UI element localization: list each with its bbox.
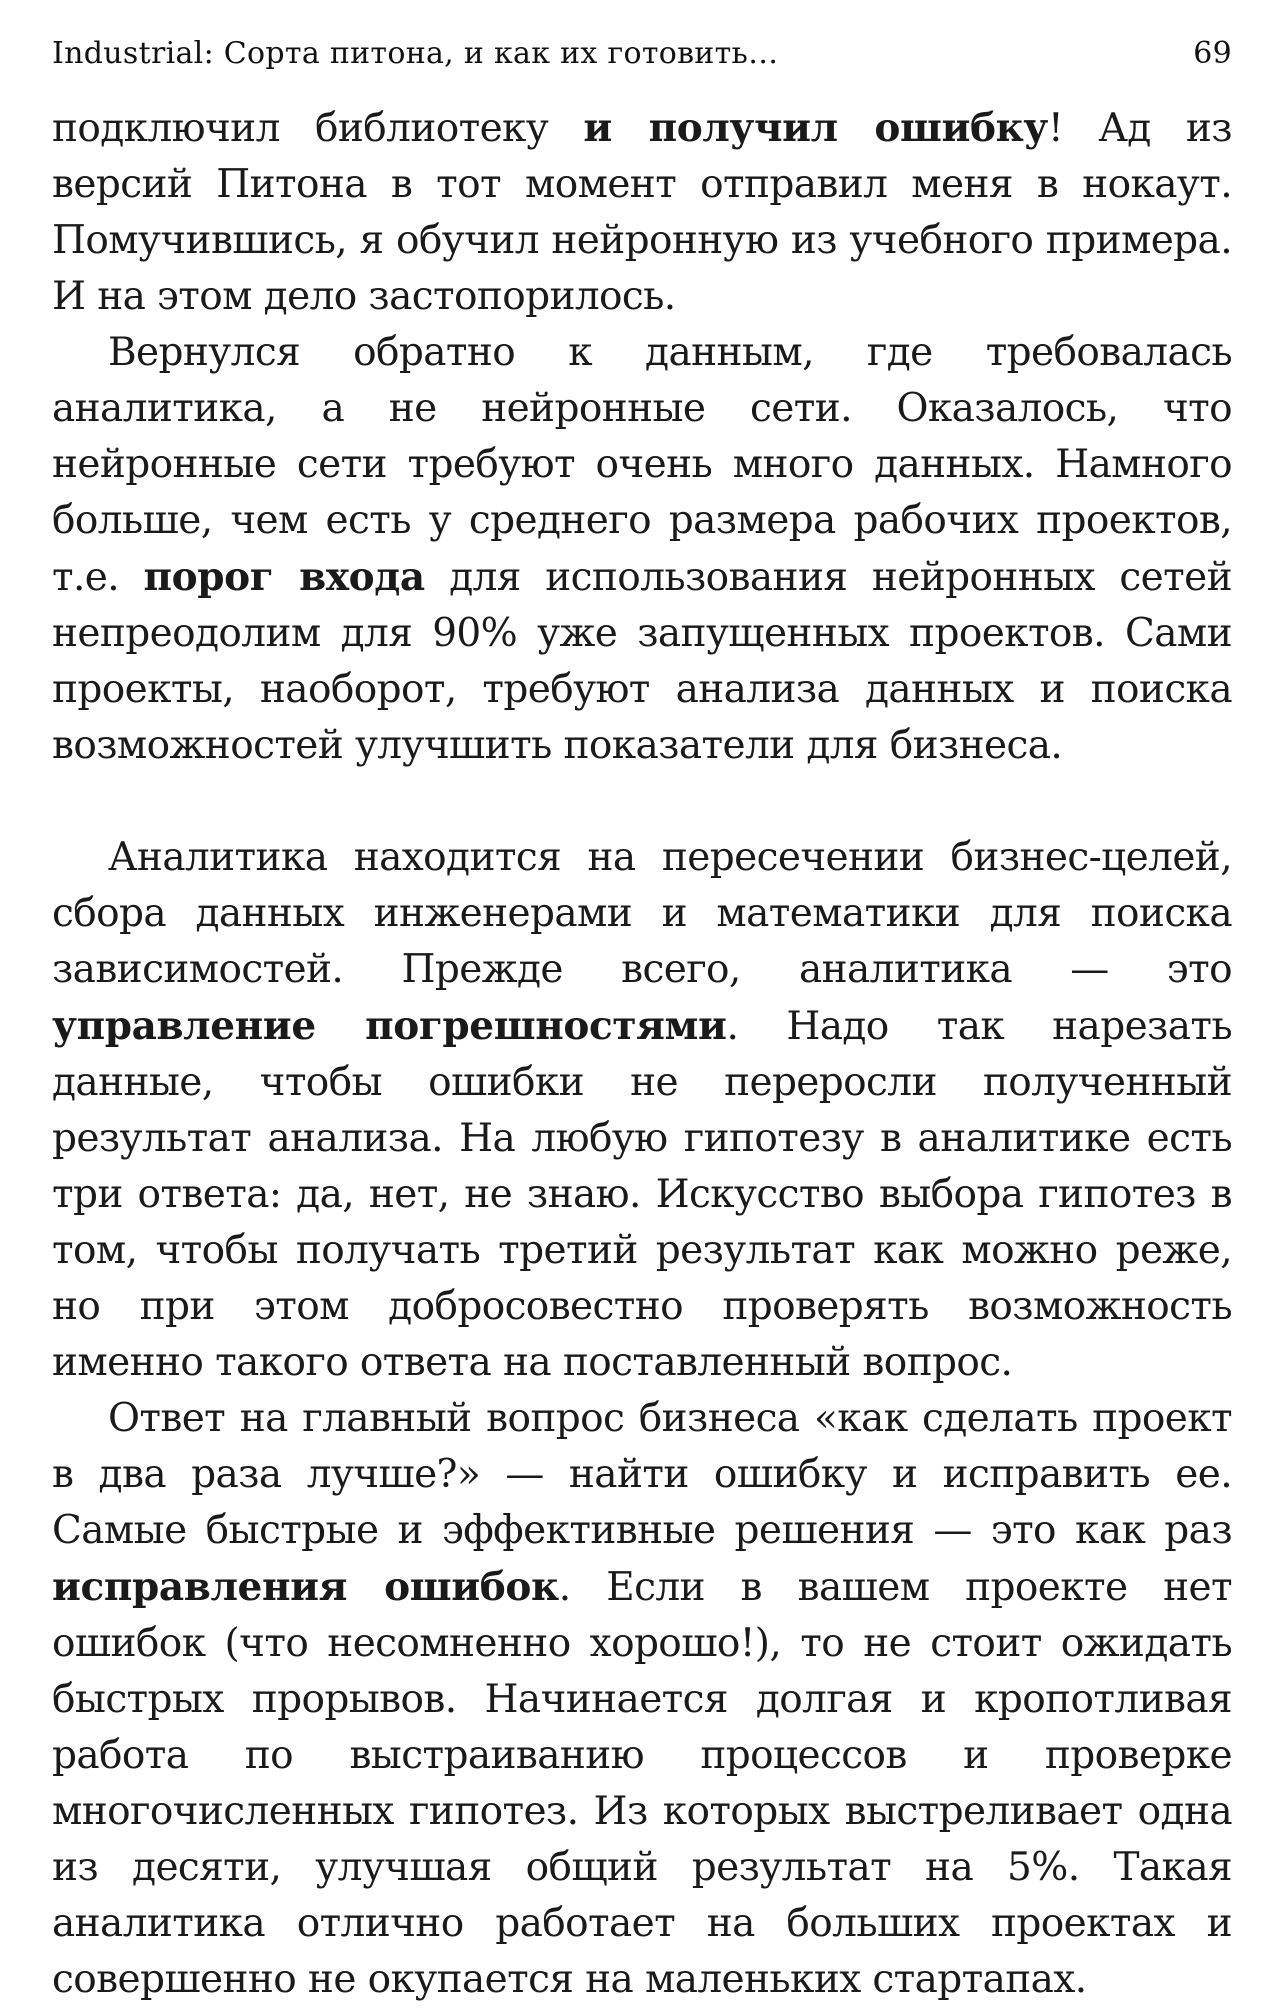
text-run: для использования нейронных сетей непреодолим для 90% уже запущенных проектов. Сами проекты, наоборот, требуют анализа данных и поиска возможностей улучшить показатели для бизнеса. <box>52 555 1232 768</box>
bold-phrase: порог входа <box>143 554 425 600</box>
text-run: ! Ад из версий Питона в тот момент отправил меня в нокаут. Помучившись, я обучил нейронную из учебного примера. И на этом дело застопорилось. <box>52 106 1232 319</box>
bold-phrase: исправления ошибок <box>52 1564 559 1610</box>
chapter-title: Industrial: Сорта питона, и как их готовить… <box>52 36 779 71</box>
text-run: Вернулся обратно к данным, где требовалась аналитика, а не нейронные сети. Оказалось, что нейронные сети требуют очень много данных. Намного больше, чем есть у среднего размера рабочих проектов, т.е. <box>52 330 1232 600</box>
text-run: . Если в вашем проекте нет ошибок (что несомненно хорошо!), то не стоит ожидать быстрых прорывов. Начинается долгая и кропотливая работа по выстраиванию процессов и проверке многочисленных гипотез. Из которых выстреливает одна из десяти, улучшая общий результат на 5%. Такая аналитика отлично работает на больших проектах и совершенно не окупается на маленьких стартапах. <box>52 1565 1232 2002</box>
text-run: Ответ на главный вопрос бизнеса «как сделать проект в два раза лучше?» — найти ошибку и исправить ее. Самые быстрые и эффективные решения — это как раз <box>52 1396 1232 1553</box>
bold-phrase: управление погрешностями <box>52 1003 727 1049</box>
text-run: подключил библиотеку <box>52 106 584 151</box>
running-header <box>52 30 1232 100</box>
page-number: 69 <box>1193 36 1232 71</box>
text-run: Аналитика находится на пересечении бизнес-целей, сбора данных инженерами и математики для поиска зависимостей. Прежде всего, аналитика — это <box>52 835 1232 992</box>
paragraph <box>52 830 1232 1391</box>
text-run: . Надо так нарезать данные, чтобы ошибки не переросли полученный результат анализа. На любую гипотезу в аналитике есть три ответа: да, нет, не знаю. Искусство выбора гипотез в том, чтобы получать третий результат как можно реже, но при этом добросовестно проверять возможность именно такого ответа на поставленный вопрос. <box>52 1004 1232 1385</box>
book-page <box>52 30 1232 2008</box>
paragraph <box>52 1391 1232 2008</box>
bold-phrase: и получил ошибку <box>583 105 1048 151</box>
paragraph-continuation <box>52 100 1232 325</box>
paragraph <box>52 325 1232 774</box>
